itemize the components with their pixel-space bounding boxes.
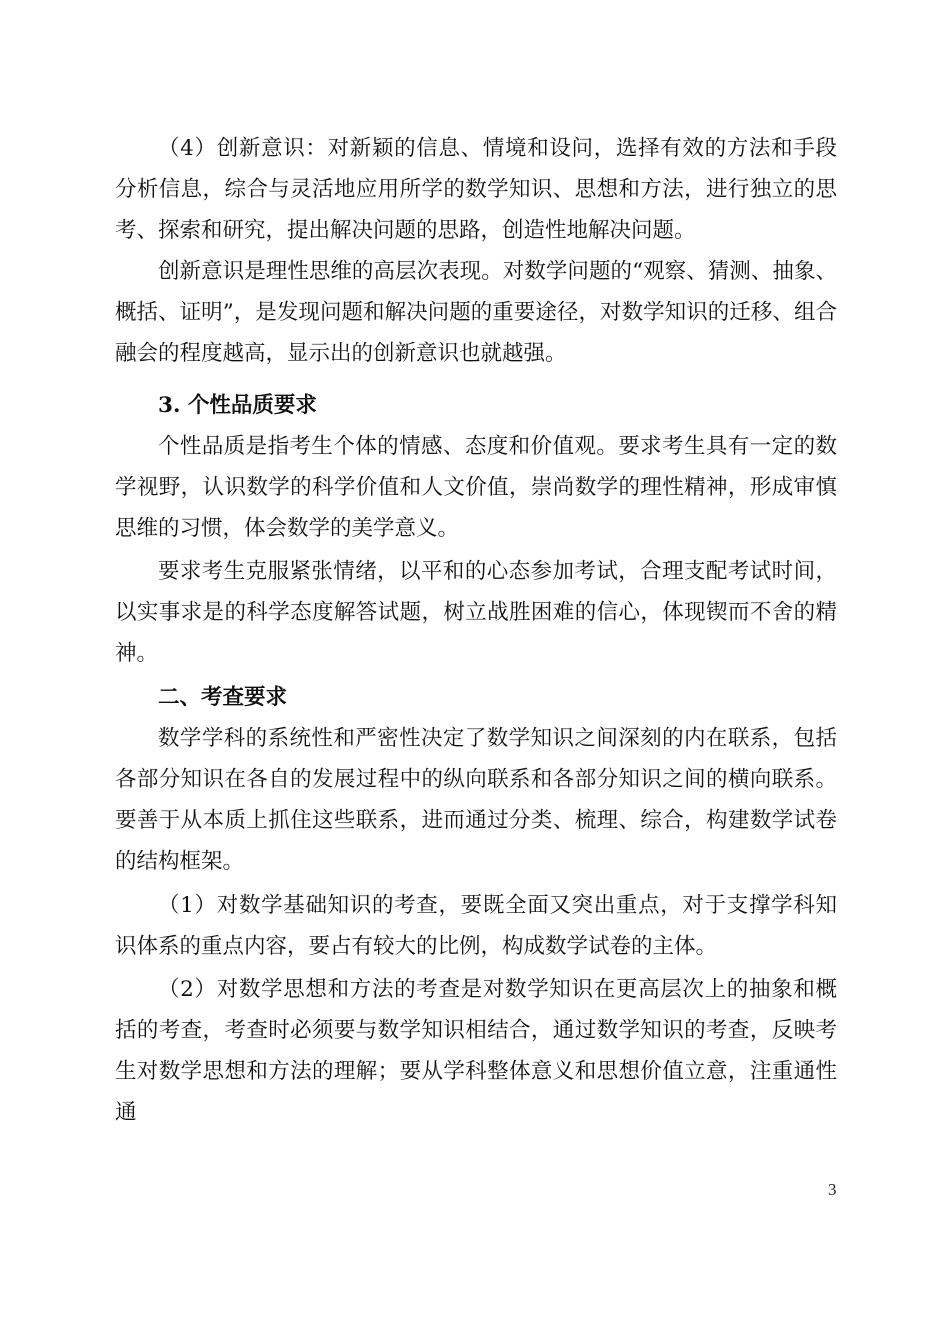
paragraph-basic-knowledge: （1）对数学基础知识的考查，要既全面又突出重点，对于支撑学科知识体系的重点内容，要占有较大的比例，构成数学试卷的主体。 [115,893,837,959]
paragraph-innovation-awareness: （4）创新意识：对新颖的信息、情境和设问，选择有效的方法和手段分析信息，综合与灵活地应用所学的数学知识、思想和方法，进行独立的思考、探索和研究，提出解决问题的思路，创造性地解决问题。 [115,136,837,243]
paragraph-exam-attitude: 要求考生克服紧张情绪，以平和的心态参加考试，合理支配考试时间，以实事求是的科学态度解答试题，树立战胜困难的信心，体现锲而不舍的精神。 [115,559,837,666]
heading-exam-requirements: 二、考查要求 [158,685,288,710]
paragraph-innovation-explanation: 创新意识是理性思维的高层次表现。对数学问题的“观察、猜测、抽象、概括、证明”，是发现问题和解决问题的重要途径，对数学知识的迁移、组合融会的程度越高，显示出的创新意识也就越强。 [115,259,837,366]
paragraph-systematic-nature: 数学学科的系统性和严密性决定了数学知识之间深刻的内在联系，包括各部分知识在各自的发展过程中的纵向联系和各部分知识之间的横向联系。要善于从本质上抓住这些联系，进而通过分类、梳理、综合，构建数学试卷的结构框架。 [115,726,837,874]
heading-personal-qualities: 3. 个性品质要求 [158,393,317,418]
paragraph-personal-qualities: 个性品质是指考生个体的情感、态度和价值观。要求考生具有一定的数学视野，认识数学的科学价值和人文价值，崇尚数学的理性精神，形成审慎思维的习惯，体会数学的美学意义。 [115,434,837,541]
page-number: 3 [828,1180,837,1199]
paragraph-thinking-methods: （2）对数学思想和方法的考查是对数学知识在更高层次上的抽象和概括的考查，考查时必须要与数学知识相结合，通过数学知识的考查，反映考生对数学思想和方法的理解；要从学科整体意义和思想价值立意，注重通性通 [115,977,837,1125]
